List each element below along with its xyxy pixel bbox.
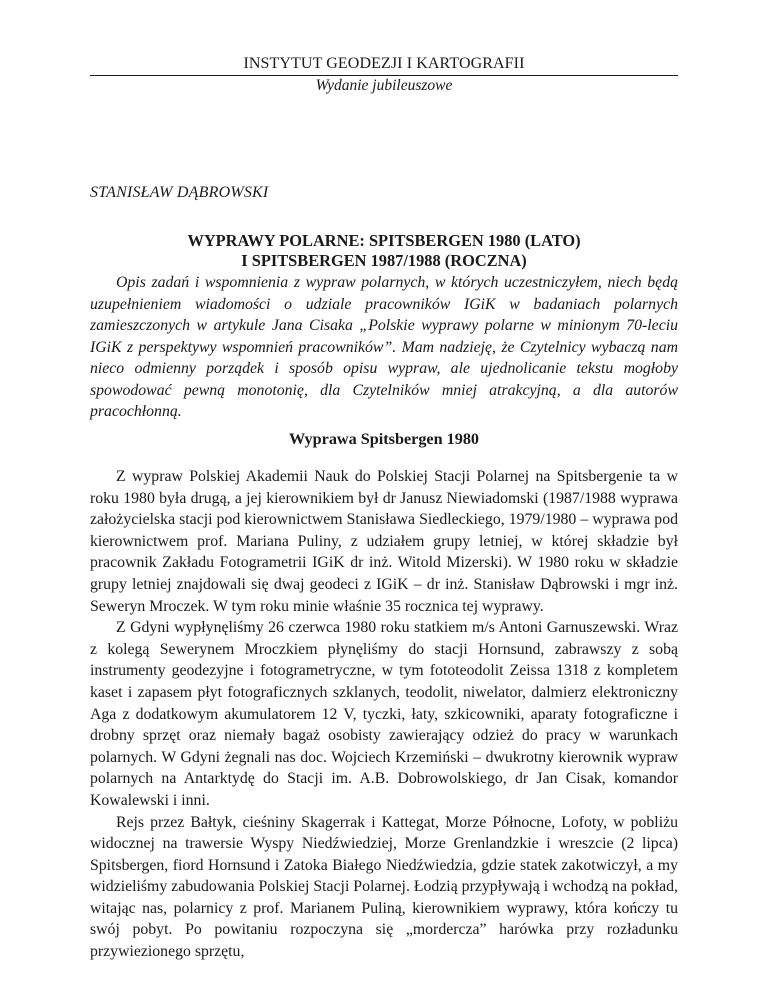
article-title [90, 231, 678, 271]
edition-label: Wydanie jubileuszowe [315, 77, 453, 94]
abstract: Opis zadań i wspomnienia z wypraw polarnych, w których uczestniczyłem, niech będą uzupełnieniem wiadomości o udziale pracowników IGiK w badaniach polarnych zamieszczonych w artykule Jana Cisaka „Polskie wyprawy polarne w minionym 70-leciu IGiK z perspektywy wspomnień pracowników”. Mam nadzieję, że Czytelnicy wybaczą nam nieco odmienny porządek i sposób opisu wypraw, ale ujednolicanie tekstu mogłoby spowodować pewną monotonię, dla Czytelników mniej atrakcyjną, a dla autorów pracochłonną. [90, 274, 678, 420]
institution-name: INSTYTUT GEODEZJI I KARTOGRAFII [90, 54, 678, 76]
paragraph: Z Gdyni wypłynęliśmy 26 czerwca 1980 roku statkiem m/s Antoni Garnuszewski. Wraz z kolegą Sewerynem Mroczkiem płynęliśmy do stacji Hornsund, zabrawszy z sobą instrumenty geodezyjne i fotogrametryczne, w tym fototeodolit Zeissa 1318 z kompletem kaset i zapasem płyt fotograficznych szklanych, teodolit, niwelator, dalmierz elektroniczny Aga z dodatkowym akumulatorem 12 V, tyczki, łaty, szkicowniki, aparaty fotograficzne i drobny sprzęt oraz niemały bagaż osobisty zawierający odzież do pracy w warunkach polarnych. W Gdyni żegnali nas doc. Wojciech Krzemiński – dwukrotny kierownik wypraw polarnych na Antarktydę do Stacji im. A.B. Dobrowolskiego, dr Jan Cisak, komandor Kowalewski i inni. [90, 619, 678, 809]
author-name: STANISŁAW DĄBROWSKI [90, 184, 269, 201]
paragraph: Rejs przez Bałtyk, cieśniny Skagerrak i Kattegat, Morze Północne, Lofoty, w pobliżu widocznej na trawersie Wyspy Niedźwiedziej, Morze Grenlandzkie i wreszcie (2 lipca) Spitsbergen, fiord Hornsund i Zatoka Białego Niedźwiedzia, gdzie statek zakotwiczył, a my widzieliśmy zabudowania Polskiej Stacji Polarnej. Łodzią przypływają i wchodzą na pokład, witając nas, polarnicy z prof. Marianem Puliną, kierownikiem wyprawy, która kończy tu swój pobyt. Po powitaniu rozpoczyna się „mordercza” harówka przy rozładunku przywiezionego sprzętu, [90, 813, 678, 961]
title-line-2: I SPITSBERGEN 1987/1988 (ROCZNA) [241, 251, 527, 270]
title-line-1: WYPRAWY POLARNE: SPITSBERGEN 1980 (LATO) [187, 231, 581, 250]
running-header [90, 54, 678, 96]
paragraph: Z wypraw Polskiej Akademii Nauk do Polskiej Stacji Polarnej na Spitsbergenie ta w roku 1980 była drugą, a jej kierownikiem był dr Janusz Niewiadomski (1987/1988 wyprawa założycielska stacji pod kierownictwem Stanisława Siedleckiego, 1979/1980 – wyprawa pod kierownictwem prof. Mariana Puliny, z udziałem grupy letniej, w której składzie był pracownik Zakładu Fotogrametrii IGiK dr inż. Witold Mizerski). W 1980 roku w składzie grupy letniej znajdowali się dwaj geodeci z IGiK – dr inż. Stanisław Dąbrowski i mgr inż. Seweryn Mroczek. W tym roku minie właśnie 35 rocznica tej wyprawy. [90, 468, 678, 615]
section-heading: Wyprawa Spitsbergen 1980 [288, 430, 480, 448]
body-text [90, 466, 678, 963]
